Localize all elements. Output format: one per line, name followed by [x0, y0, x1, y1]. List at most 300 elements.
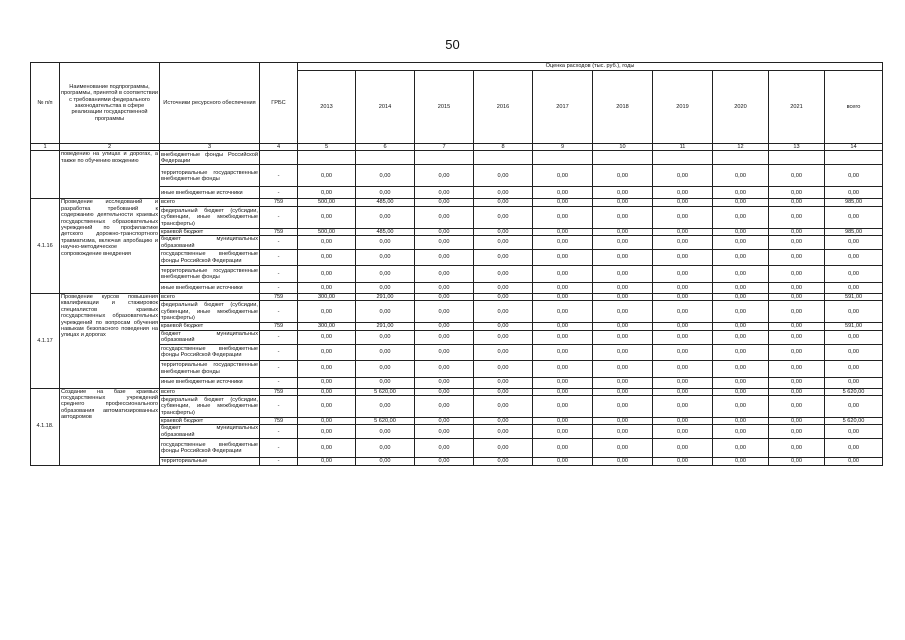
grbs-code: 759 — [260, 388, 298, 395]
column-number: 1 — [31, 144, 60, 151]
amount-cell: 0,00 — [533, 283, 593, 294]
amount-cell: 0,00 — [713, 418, 769, 425]
grbs-code: - — [260, 458, 298, 465]
amount-cell: 0,00 — [298, 396, 356, 418]
amount-cell: 0,00 — [593, 323, 653, 330]
amount-cell: 0,00 — [593, 458, 653, 465]
amount-cell: 0,00 — [593, 344, 653, 360]
column-number: 5 — [298, 144, 356, 151]
amount-cell: 0,00 — [356, 165, 415, 187]
amount-cell: 0,00 — [474, 250, 533, 266]
funding-source: краевой бюджет — [160, 228, 260, 235]
amount-cell: 0,00 — [533, 344, 593, 360]
amount-cell: 0,00 — [415, 236, 474, 250]
amount-cell: 0,00 — [298, 301, 356, 323]
amount-cell — [415, 151, 474, 165]
amount-cell: 0,00 — [533, 323, 593, 330]
amount-cell: 0,00 — [769, 344, 825, 360]
amount-cell: 0,00 — [769, 425, 825, 439]
amount-cell: 0,00 — [593, 236, 653, 250]
grbs-code: - — [260, 360, 298, 377]
amount-cell: 0,00 — [825, 439, 883, 458]
amount-cell: 0,00 — [713, 206, 769, 228]
amount-cell: 0,00 — [474, 283, 533, 294]
amount-cell: 0,00 — [825, 377, 883, 388]
table-row — [31, 199, 883, 206]
amount-cell: 0,00 — [769, 323, 825, 330]
funding-source: бюджет муниципальных образований — [161, 330, 258, 344]
amount-cell: 291,00 — [356, 323, 415, 330]
grbs-code: - — [260, 344, 298, 360]
amount-cell: 0,00 — [356, 396, 415, 418]
amount-cell: 0,00 — [474, 425, 533, 439]
amount-cell: 0,00 — [653, 323, 713, 330]
column-number: 7 — [415, 144, 474, 151]
grbs-code: - — [260, 377, 298, 388]
amount-cell: 0,00 — [298, 187, 356, 199]
amount-cell: 0,00 — [533, 165, 593, 187]
amount-cell: 0,00 — [533, 206, 593, 228]
amount-cell: 0,00 — [713, 330, 769, 344]
funding-source: государственные внебюджетные фонды Российской Федерации — [161, 345, 258, 359]
funding-source: бюджет муниципальных образований — [161, 425, 258, 438]
grbs-code: - — [260, 236, 298, 250]
amount-cell: 0,00 — [356, 344, 415, 360]
amount-cell: 0,00 — [769, 439, 825, 458]
amount-cell: 0,00 — [533, 377, 593, 388]
grbs-code: - — [260, 250, 298, 266]
amount-cell: 0,00 — [593, 330, 653, 344]
amount-cell: 0,00 — [653, 418, 713, 425]
amount-cell: 0,00 — [356, 458, 415, 465]
amount-cell: 0,00 — [593, 228, 653, 235]
page-number: 50 — [445, 37, 460, 52]
amount-cell: 0,00 — [653, 377, 713, 388]
amount-cell: 0,00 — [593, 283, 653, 294]
amount-cell: 0,00 — [298, 236, 356, 250]
amount-cell: 0,00 — [653, 330, 713, 344]
amount-cell: 0,00 — [653, 458, 713, 465]
column-number: 14 — [825, 144, 883, 151]
funding-source: территориальные государственные внебюджетные фонды — [160, 360, 260, 377]
amount-cell: 0,00 — [769, 418, 825, 425]
amount-cell: 0,00 — [415, 187, 474, 199]
measure-name: поведению на улицах и дорогах, а также по обучению вождению — [60, 151, 160, 199]
amount-cell: 0,00 — [593, 301, 653, 323]
amount-cell — [769, 151, 825, 165]
amount-cell: 0,00 — [653, 294, 713, 301]
amount-cell — [533, 151, 593, 165]
amount-cell: 0,00 — [653, 187, 713, 199]
amount-cell: 0,00 — [356, 236, 415, 250]
amount-cell: 0,00 — [713, 344, 769, 360]
amount-cell: 0,00 — [769, 388, 825, 395]
amount-cell: 0,00 — [825, 236, 883, 250]
amount-cell: 0,00 — [593, 360, 653, 377]
header-estimate: Оценка расходов (тыс. руб.), годы — [298, 63, 883, 71]
amount-cell: 0,00 — [474, 330, 533, 344]
amount-cell: 0,00 — [653, 301, 713, 323]
amount-cell: 0,00 — [356, 301, 415, 323]
expenditure-table — [30, 62, 883, 466]
amount-cell: 0,00 — [298, 283, 356, 294]
amount-cell: 985,00 — [825, 228, 883, 235]
amount-cell: 0,00 — [653, 283, 713, 294]
amount-cell: 0,00 — [474, 344, 533, 360]
amount-cell: 0,00 — [713, 360, 769, 377]
column-number: 2 — [60, 144, 160, 151]
amount-cell: 0,00 — [825, 301, 883, 323]
amount-cell: 0,00 — [415, 344, 474, 360]
grbs-code: - — [260, 206, 298, 228]
amount-cell: 0,00 — [533, 330, 593, 344]
amount-cell: 0,00 — [474, 301, 533, 323]
amount-cell: 0,00 — [533, 458, 593, 465]
amount-cell: 5 620,00 — [356, 418, 415, 425]
header-grbs: ГРБС — [260, 63, 298, 144]
amount-cell: 0,00 — [825, 206, 883, 228]
amount-cell: 0,00 — [593, 206, 653, 228]
amount-cell: 0,00 — [533, 187, 593, 199]
amount-cell: 0,00 — [533, 425, 593, 439]
row-number — [31, 151, 60, 199]
amount-cell: 0,00 — [593, 388, 653, 395]
header-year: 2015 — [415, 71, 474, 144]
amount-cell: 0,00 — [825, 283, 883, 294]
amount-cell: 0,00 — [713, 439, 769, 458]
header-year: 2013 — [298, 71, 356, 144]
amount-cell: 0,00 — [713, 250, 769, 266]
funding-source: федеральный бюджет (субсидии, субвенции, иные межбюджетные трансферты) — [161, 396, 258, 416]
amount-cell: 0,00 — [415, 377, 474, 388]
amount-cell: 0,00 — [769, 236, 825, 250]
amount-cell: 0,00 — [825, 250, 883, 266]
grbs-code: - — [260, 396, 298, 418]
amount-cell: 0,00 — [415, 425, 474, 439]
amount-cell: 0,00 — [653, 344, 713, 360]
funding-source: территориальные — [160, 458, 260, 465]
header-year: 2014 — [356, 71, 415, 144]
funding-source: федеральный бюджет (субсидии, субвенции, иные межбюджетные трансферты) — [161, 302, 258, 322]
funding-source: всего — [160, 199, 260, 206]
table-body — [31, 151, 883, 465]
amount-cell: 0,00 — [474, 294, 533, 301]
amount-cell: 0,00 — [415, 206, 474, 228]
amount-cell: 0,00 — [298, 377, 356, 388]
amount-cell: 0,00 — [769, 187, 825, 199]
amount-cell: 0,00 — [533, 250, 593, 266]
amount-cell: 0,00 — [713, 388, 769, 395]
amount-cell: 0,00 — [415, 266, 474, 283]
table-row — [31, 388, 883, 395]
amount-cell: 485,00 — [356, 199, 415, 206]
funding-source: всего — [160, 388, 260, 395]
amount-cell: 0,00 — [713, 294, 769, 301]
amount-cell — [825, 151, 883, 165]
amount-cell: 0,00 — [474, 439, 533, 458]
amount-cell: 5 620,00 — [825, 418, 883, 425]
column-number: 9 — [533, 144, 593, 151]
amount-cell: 0,00 — [474, 396, 533, 418]
header-year: 2016 — [474, 71, 533, 144]
amount-cell: 0,00 — [298, 206, 356, 228]
amount-cell: 0,00 — [713, 323, 769, 330]
amount-cell: 0,00 — [415, 228, 474, 235]
amount-cell: 0,00 — [298, 458, 356, 465]
header-year: 2020 — [713, 71, 769, 144]
amount-cell: 0,00 — [825, 330, 883, 344]
grbs-code: 759 — [260, 228, 298, 235]
amount-cell: 0,00 — [713, 199, 769, 206]
amount-cell: 0,00 — [593, 165, 653, 187]
amount-cell: 0,00 — [769, 266, 825, 283]
grbs-code: - — [260, 439, 298, 458]
amount-cell: 0,00 — [825, 187, 883, 199]
amount-cell: 0,00 — [825, 458, 883, 465]
amount-cell: 0,00 — [298, 360, 356, 377]
amount-cell — [653, 151, 713, 165]
funding-source: федеральный бюджет (субсидии, субвенции, иные межбюджетные трансферты) — [161, 207, 258, 227]
amount-cell: 5 620,00 — [356, 388, 415, 395]
amount-cell: 0,00 — [533, 236, 593, 250]
grbs-code: - — [260, 283, 298, 294]
grbs-code: 759 — [260, 323, 298, 330]
amount-cell: 5 620,00 — [825, 388, 883, 395]
amount-cell: 0,00 — [474, 377, 533, 388]
column-number: 8 — [474, 144, 533, 151]
measure-name: Проведение курсов повышения квалификации и стажировок специалистов краевых государственных образовательных учреждений по вопросам обучения навыкам безопасного поведения на улицах и дорогах — [60, 294, 160, 389]
amount-cell: 0,00 — [298, 344, 356, 360]
amount-cell: 0,00 — [415, 330, 474, 344]
measure-name: Создание на базе краевых государственных учреждений среднего профессионального образования автоматизированных автодромов — [60, 388, 160, 465]
amount-cell: 0,00 — [356, 250, 415, 266]
header-year: 2018 — [593, 71, 653, 144]
amount-cell: 0,00 — [713, 458, 769, 465]
amount-cell: 0,00 — [533, 228, 593, 235]
amount-cell: 0,00 — [356, 360, 415, 377]
amount-cell: 985,00 — [825, 199, 883, 206]
amount-cell: 0,00 — [593, 396, 653, 418]
header-name: Наименование подпрограммы, программы, принятой в соответствии с требованиями федерального законодательства в сфере реализации государственной программы — [60, 63, 160, 144]
column-number: 11 — [653, 144, 713, 151]
amount-cell: 0,00 — [356, 266, 415, 283]
amount-cell: 0,00 — [415, 418, 474, 425]
grbs-code: 759 — [260, 294, 298, 301]
amount-cell: 0,00 — [474, 199, 533, 206]
amount-cell: 0,00 — [474, 266, 533, 283]
header-year: 2019 — [653, 71, 713, 144]
amount-cell: 0,00 — [713, 377, 769, 388]
amount-cell: 0,00 — [356, 425, 415, 439]
amount-cell: 0,00 — [474, 360, 533, 377]
amount-cell: 0,00 — [298, 418, 356, 425]
amount-cell: 0,00 — [713, 187, 769, 199]
amount-cell: 0,00 — [474, 458, 533, 465]
header-np: № п/п — [31, 63, 60, 144]
amount-cell: 0,00 — [769, 250, 825, 266]
amount-cell: 0,00 — [653, 425, 713, 439]
amount-cell: 0,00 — [769, 301, 825, 323]
amount-cell: 0,00 — [533, 199, 593, 206]
funding-source: иные внебюджетные источники — [160, 187, 260, 199]
amount-cell — [298, 151, 356, 165]
funding-source: краевой бюджет — [160, 418, 260, 425]
amount-cell: 500,00 — [298, 199, 356, 206]
grbs-code: - — [260, 165, 298, 187]
funding-source: внебюджетные фонды Российской Федерации — [161, 151, 258, 164]
amount-cell: 0,00 — [769, 283, 825, 294]
amount-cell: 0,00 — [713, 266, 769, 283]
column-number: 12 — [713, 144, 769, 151]
amount-cell — [593, 151, 653, 165]
funding-source: бюджет муниципальных образований — [161, 236, 258, 249]
amount-cell: 0,00 — [415, 360, 474, 377]
measure-name: Проведение исследований и разработка требований к содержанию деятельности краевых государственных образовательных учреждений по профилактике детского дорожно-транспортного травматизма, включая апробацию и научно-методическое сопровождение внедрения — [60, 199, 160, 294]
amount-cell: 0,00 — [713, 396, 769, 418]
amount-cell: 0,00 — [713, 236, 769, 250]
amount-cell: 0,00 — [298, 439, 356, 458]
amount-cell: 500,00 — [298, 228, 356, 235]
amount-cell: 0,00 — [356, 330, 415, 344]
row-number: 4.1.16 — [31, 199, 60, 294]
grbs-code: 759 — [260, 199, 298, 206]
amount-cell: 0,00 — [533, 396, 593, 418]
amount-cell: 0,00 — [533, 418, 593, 425]
amount-cell: 300,00 — [298, 323, 356, 330]
amount-cell: 0,00 — [653, 206, 713, 228]
amount-cell: 0,00 — [653, 250, 713, 266]
amount-cell: 0,00 — [769, 294, 825, 301]
amount-cell: 0,00 — [593, 418, 653, 425]
funding-source: территориальные государственные внебюджетные фонды — [160, 165, 260, 187]
amount-cell: 0,00 — [533, 294, 593, 301]
grbs-code: - — [260, 425, 298, 439]
amount-cell: 0,00 — [593, 250, 653, 266]
amount-cell: 0,00 — [825, 344, 883, 360]
amount-cell: 0,00 — [825, 266, 883, 283]
amount-cell — [356, 151, 415, 165]
amount-cell: 0,00 — [653, 439, 713, 458]
grbs-code: - — [260, 187, 298, 199]
amount-cell: 0,00 — [415, 439, 474, 458]
amount-cell: 0,00 — [298, 165, 356, 187]
amount-cell: 0,00 — [474, 236, 533, 250]
funding-source: государственные внебюджетные фонды Российской Федерации — [161, 251, 258, 264]
amount-cell: 300,00 — [298, 294, 356, 301]
amount-cell: 0,00 — [825, 360, 883, 377]
amount-cell: 0,00 — [415, 388, 474, 395]
amount-cell: 0,00 — [298, 330, 356, 344]
amount-cell: 591,00 — [825, 323, 883, 330]
amount-cell: 0,00 — [533, 439, 593, 458]
amount-cell: 0,00 — [356, 377, 415, 388]
column-number: 6 — [356, 144, 415, 151]
funding-source: государственные внебюджетные фонды Российской Федерации — [160, 439, 260, 458]
grbs-code — [260, 151, 298, 165]
amount-cell: 0,00 — [356, 206, 415, 228]
grbs-code: 759 — [260, 418, 298, 425]
amount-cell: 0,00 — [713, 301, 769, 323]
amount-cell: 0,00 — [356, 283, 415, 294]
amount-cell — [474, 151, 533, 165]
amount-cell: 0,00 — [356, 439, 415, 458]
amount-cell: 0,00 — [653, 266, 713, 283]
header-sources: Источники ресурсного обеспечения — [160, 63, 260, 144]
funding-source: всего — [160, 294, 260, 301]
column-number: 10 — [593, 144, 653, 151]
funding-source: иные внебюджетные источники — [160, 283, 260, 294]
amount-cell: 0,00 — [769, 165, 825, 187]
amount-cell: 0,00 — [533, 388, 593, 395]
amount-cell: 0,00 — [474, 323, 533, 330]
amount-cell: 0,00 — [769, 360, 825, 377]
amount-cell: 0,00 — [593, 199, 653, 206]
amount-cell: 0,00 — [769, 458, 825, 465]
amount-cell: 0,00 — [415, 250, 474, 266]
amount-cell: 0,00 — [593, 266, 653, 283]
amount-cell: 0,00 — [474, 165, 533, 187]
amount-cell: 0,00 — [713, 165, 769, 187]
amount-cell: 0,00 — [298, 388, 356, 395]
header-year: 2017 — [533, 71, 593, 144]
table-row — [31, 294, 883, 301]
amount-cell: 0,00 — [415, 165, 474, 187]
amount-cell: 0,00 — [593, 425, 653, 439]
amount-cell: 0,00 — [825, 425, 883, 439]
amount-cell: 0,00 — [298, 250, 356, 266]
header-year: 2021 — [769, 71, 825, 144]
amount-cell: 0,00 — [769, 206, 825, 228]
amount-cell: 0,00 — [533, 360, 593, 377]
amount-cell: 0,00 — [474, 388, 533, 395]
row-number: 4.1.17 — [31, 294, 60, 389]
amount-cell: 0,00 — [653, 199, 713, 206]
column-number: 4 — [260, 144, 298, 151]
amount-cell: 0,00 — [769, 330, 825, 344]
amount-cell: 0,00 — [653, 228, 713, 235]
funding-source: иные внебюджетные источники — [160, 377, 260, 388]
funding-source: краевой бюджет — [160, 323, 260, 330]
column-number: 13 — [769, 144, 825, 151]
amount-cell: 591,00 — [825, 294, 883, 301]
amount-cell: 0,00 — [356, 187, 415, 199]
amount-cell: 0,00 — [769, 396, 825, 418]
amount-cell: 0,00 — [415, 301, 474, 323]
amount-cell: 0,00 — [769, 199, 825, 206]
amount-cell: 0,00 — [653, 165, 713, 187]
amount-cell: 0,00 — [298, 266, 356, 283]
amount-cell: 0,00 — [653, 236, 713, 250]
amount-cell: 0,00 — [713, 283, 769, 294]
amount-cell: 0,00 — [653, 388, 713, 395]
amount-cell: 0,00 — [533, 301, 593, 323]
amount-cell: 0,00 — [415, 199, 474, 206]
amount-cell: 0,00 — [713, 228, 769, 235]
column-number: 3 — [160, 144, 260, 151]
header-row — [31, 63, 883, 71]
amount-cell: 0,00 — [593, 377, 653, 388]
amount-cell: 0,00 — [825, 165, 883, 187]
grbs-code: - — [260, 266, 298, 283]
header-year: всего — [825, 71, 883, 144]
amount-cell: 0,00 — [593, 439, 653, 458]
row-number: 4.1.18. — [31, 388, 60, 465]
amount-cell: 0,00 — [415, 323, 474, 330]
amount-cell: 0,00 — [298, 425, 356, 439]
amount-cell: 0,00 — [825, 396, 883, 418]
amount-cell: 0,00 — [415, 458, 474, 465]
amount-cell: 0,00 — [769, 377, 825, 388]
